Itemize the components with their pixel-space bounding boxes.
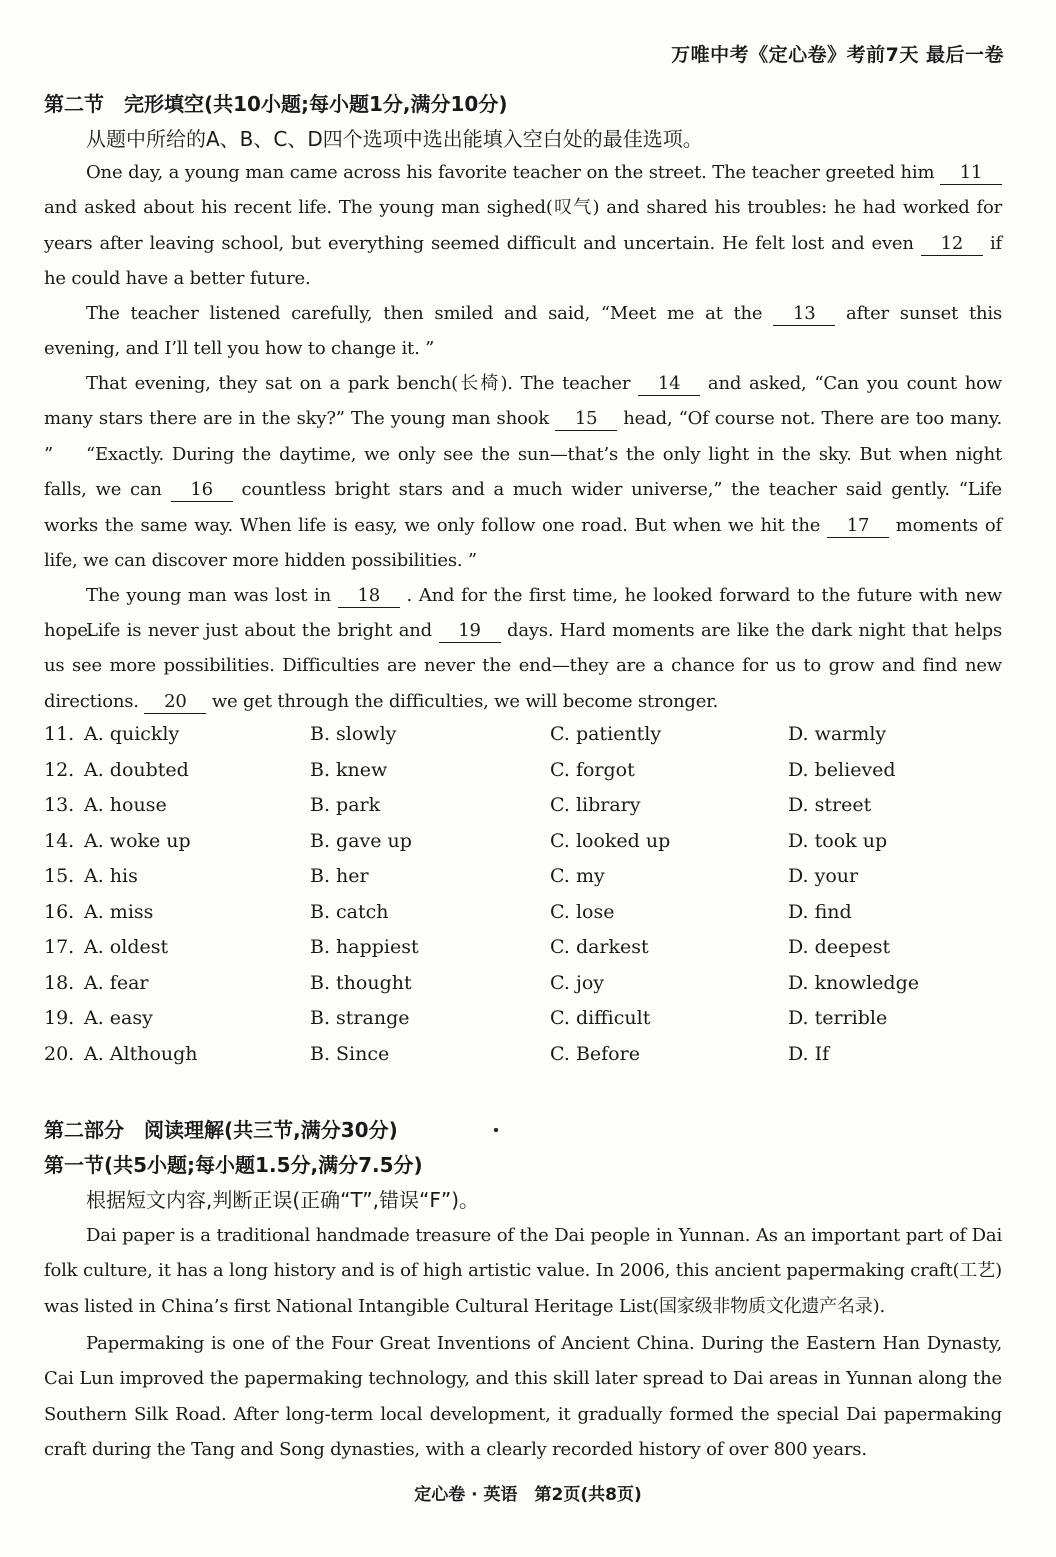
option-c: C. looked up <box>550 829 671 852</box>
option-a: A. Although <box>84 1042 198 1065</box>
option-d: D. If <box>788 1042 830 1065</box>
question-number: 16. <box>44 900 75 923</box>
option-row <box>44 1038 1024 1074</box>
question-number: 13. <box>44 794 75 816</box>
paragraph-text: and asked about his recent life. The young man sighed(叹气) and shared his troubles: he had worked for years after leaving school, but everything seemed difficult and uncertain. He felt lost and even <box>44 197 1002 254</box>
page-header: 万唯中考《定心卷》考前7天 最后一卷 <box>671 44 1004 66</box>
paragraph-text: . And for the first time, he looked forward to the future with new hope. <box>44 585 1002 642</box>
option-b: B. slowly <box>310 723 397 745</box>
option-c: C. my <box>550 865 605 887</box>
option-a: A. his <box>84 865 138 887</box>
option-row <box>44 896 1024 932</box>
cloze-heading: 第二节 完形填空(共10小题;每小题1分,满分10分) <box>44 92 508 116</box>
option-row <box>44 967 1024 1003</box>
paragraph-text: “Exactly. During the daytime, we only see the sun—that’s the only light in the sky. But when night falls, we can <box>44 444 1002 501</box>
option-c: C. Before <box>550 1042 640 1065</box>
option-b: B. thought <box>310 971 412 994</box>
option-row <box>44 860 1024 896</box>
question-number: 14. <box>44 829 75 852</box>
option-a: A. fear <box>84 971 149 994</box>
option-b: B. her <box>310 865 369 887</box>
option-b: B. happiest <box>310 936 419 958</box>
reading-instruction: 根据短文内容,判断正误(正确“T”,错误“F”)。 <box>86 1188 480 1212</box>
paragraph-text: if he could have a better future. <box>44 232 1003 290</box>
option-d: D. warmly <box>788 723 887 745</box>
cloze-paragraph-4 <box>44 437 1002 579</box>
paragraph-text: days. Hard moments are like the dark night that helps us see more possibilities. Difficulties are never the end—they are a chance for us to grow and find new directions. <box>44 620 1002 712</box>
paragraph-text: One day, a young man came across his favorite teacher on the street. The teacher greeted him <box>86 162 940 183</box>
paragraph-text: head, “Of course not. There are too many. ” <box>44 408 1003 465</box>
reading-paragraph-1: Dai paper is a traditional handmade treasure of the Dai people in Yunnan. As an important part of Dai folk culture, it has a long history and is of high artistic value. In 2006, this ancient papermaking craft(工艺) was listed in China’s first National Intangible Cultural Heritage List(国家级非物质文化遗产名录). <box>44 1225 1002 1317</box>
blank-20: 20 <box>144 691 206 714</box>
paragraph-text: and asked, “Can you count how many stars there are in the sky?” The young man shook <box>44 373 1002 430</box>
question-number: 18. <box>44 971 75 994</box>
paragraph-text: Life is never just about the bright and <box>86 620 439 641</box>
option-a: A. oldest <box>84 936 169 958</box>
cloze-instruction: 从题中所给的A、B、C、D四个选项中选出能填入空白处的最佳选项。 <box>86 127 703 151</box>
paragraph-text: That evening, they sat on a park bench(长椅). The teacher <box>86 373 639 394</box>
option-d: D. deepest <box>788 936 891 958</box>
blank-16: 16 <box>171 479 233 502</box>
blank-17: 17 <box>827 515 889 538</box>
question-number: 11. <box>44 723 75 745</box>
cloze-paragraph-2 <box>44 296 1002 367</box>
option-d: D. find <box>788 900 852 923</box>
reading-sub-heading: 第一节(共5小题;每小题1.5分,满分7.5分) <box>44 1153 423 1177</box>
option-row <box>44 1002 1024 1038</box>
option-b: B. catch <box>310 900 389 923</box>
question-number: 19. <box>44 1007 75 1029</box>
option-row <box>44 825 1024 861</box>
blank-12: 12 <box>921 233 983 256</box>
question-number: 12. <box>44 758 75 781</box>
option-d: D. terrible <box>788 1007 888 1029</box>
option-d: D. believed <box>788 758 896 781</box>
blank-19: 19 <box>439 620 501 643</box>
option-c: C. darkest <box>550 936 649 958</box>
option-d: D. your <box>788 865 859 887</box>
reading-part-heading: 第二部分 阅读理解(共三节,满分30分) <box>44 1118 398 1142</box>
cloze-paragraph-1 <box>44 155 1002 297</box>
option-row <box>44 754 1024 790</box>
answer-options <box>44 718 1024 1073</box>
option-b: B. knew <box>310 758 388 781</box>
paragraph-text: moments of life, we can discover more hidden possibilities. ” <box>44 514 1002 572</box>
stray-dot <box>494 1128 498 1132</box>
option-b: B. Since <box>310 1042 390 1065</box>
cloze-paragraph-6 <box>44 613 1002 719</box>
option-d: D. street <box>788 794 872 816</box>
blank-13: 13 <box>773 303 835 326</box>
option-row <box>44 931 1024 967</box>
paragraph-text: countless bright stars and a much wider universe,” the teacher said gently. “Life works the same way. When life is easy, we only follow one road. But when we hit the <box>44 479 1002 536</box>
option-d: D. took up <box>788 829 888 852</box>
option-row <box>44 718 1024 754</box>
option-c: C. library <box>550 794 641 816</box>
option-b: B. park <box>310 794 381 816</box>
option-a: A. woke up <box>84 829 191 852</box>
option-c: C. difficult <box>550 1007 651 1029</box>
option-b: B. strange <box>310 1007 410 1029</box>
paragraph-text: The teacher listened carefully, then smiled and said, “Meet me at the <box>86 303 774 324</box>
blank-14: 14 <box>638 373 700 396</box>
option-a: A. miss <box>84 900 154 923</box>
option-c: C. joy <box>550 971 605 994</box>
blank-11: 11 <box>940 162 1002 185</box>
option-row <box>44 789 1024 825</box>
paragraph-text: The young man was lost in <box>86 585 338 606</box>
option-c: C. patiently <box>550 723 662 745</box>
blank-15: 15 <box>555 408 617 431</box>
question-number: 20. <box>44 1042 75 1065</box>
paragraph-text: after sunset this evening, and I’ll tell you how to change it. ” <box>44 303 1002 360</box>
option-c: C. lose <box>550 900 615 923</box>
option-a: A. easy <box>84 1007 153 1029</box>
paragraph-text: we get through the difficulties, we will become stronger. <box>206 690 719 712</box>
option-a: A. quickly <box>84 723 180 745</box>
option-b: B. gave up <box>310 829 412 852</box>
question-number: 15. <box>44 865 75 887</box>
option-a: A. doubted <box>84 758 189 781</box>
option-c: C. forgot <box>550 758 635 781</box>
option-a: A. house <box>84 794 167 816</box>
page-footer: 定心卷 · 英语 第2页(共8页) <box>414 1485 642 1505</box>
blank-18: 18 <box>338 585 400 608</box>
reading-paragraph-2: Papermaking is one of the Four Great Inventions of Ancient China. During the Eastern Han Dynasty, Cai Lun improved the papermaking technology, and this skill later spread to Dai areas in Yunnan along the Southern Silk Road. After long-term local development, it gradually formed the special Dai papermaking craft during the Tang and Song dynasties, with a clearly recorded history of over 800 years. <box>44 1333 1002 1461</box>
option-d: D. knowledge <box>788 971 919 994</box>
question-number: 17. <box>44 936 75 958</box>
